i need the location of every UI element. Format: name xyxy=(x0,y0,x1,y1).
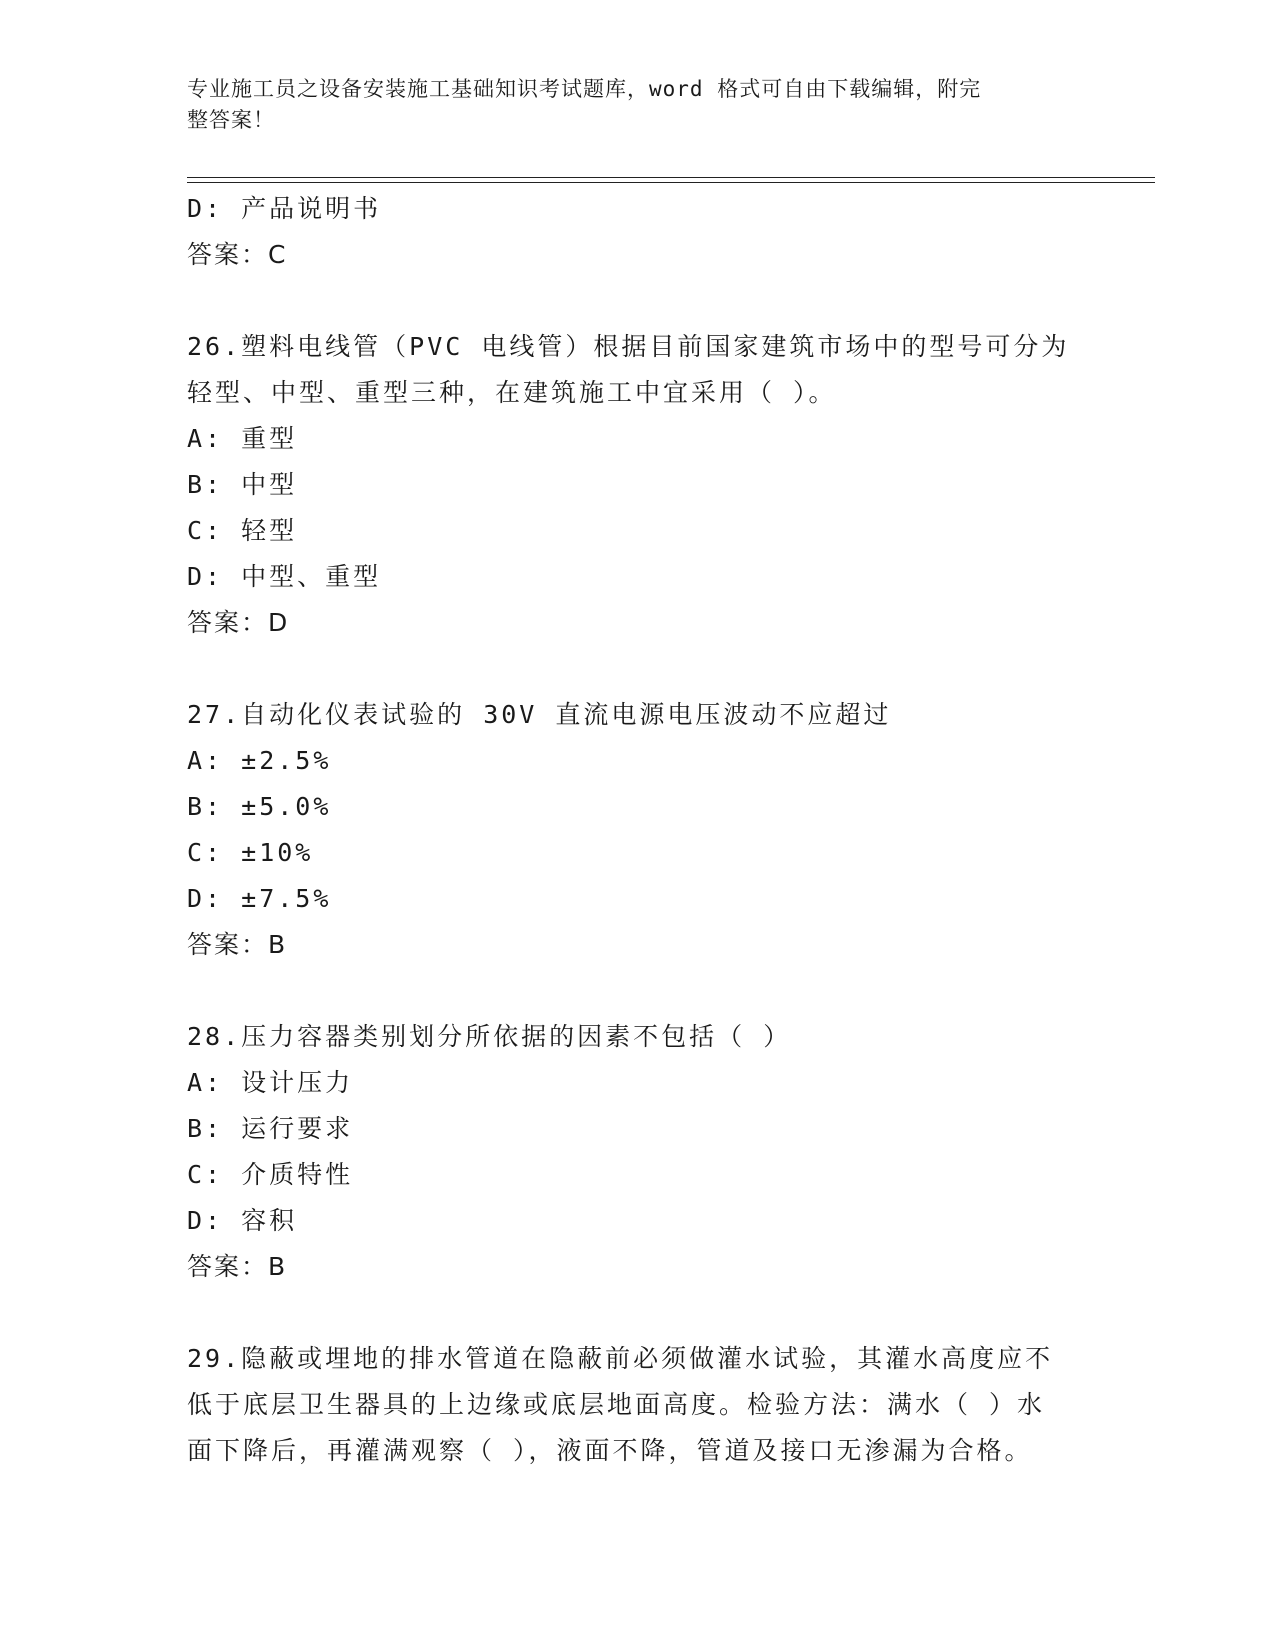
question-text-line: 轻型、中型、重型三种，在建筑施工中宜采用（ ）。 xyxy=(187,378,837,407)
option-b: B: ±5.0% xyxy=(187,792,332,821)
answer: 答案：B xyxy=(187,1252,288,1281)
question-text-line: 29.隐蔽或埋地的排水管道在隐蔽前必须做灌水试验，其灌水高度应不 xyxy=(187,1344,1054,1373)
option-d: D: 中型、重型 xyxy=(187,562,382,591)
answer: 答案：B xyxy=(187,930,288,959)
previous-answer: 答案：C xyxy=(187,240,288,269)
question-27 xyxy=(187,692,1087,968)
header-line-2: 整答案！ xyxy=(187,108,275,132)
option-c: C: ±10% xyxy=(187,838,314,867)
option-b: B: 运行要求 xyxy=(187,1114,354,1143)
question-text-line: 低于底层卫生器具的上边缘或底层地面高度。检验方法：满水（ ）水 xyxy=(187,1390,1046,1419)
question-29 xyxy=(187,1336,1087,1474)
document-header xyxy=(187,74,1067,136)
option-c: C: 介质特性 xyxy=(187,1160,354,1189)
header-line-1: 专业施工员之设备安装施工基础知识考试题库，word 格式可自由下载编辑，附完 xyxy=(187,77,982,101)
spacer xyxy=(187,646,1087,692)
option-d: D: 容积 xyxy=(187,1206,298,1235)
option-d: D: ±7.5% xyxy=(187,884,332,913)
option-a: A: ±2.5% xyxy=(187,746,332,775)
question-text-line: 27.自动化仪表试验的 30V 直流电源电压波动不应超过 xyxy=(187,700,892,729)
answer: 答案：D xyxy=(187,608,290,637)
header-divider-bottom xyxy=(187,182,1155,183)
question-28 xyxy=(187,1014,1087,1290)
question-text-line: 面下降后，再灌满观察（ ），液面不降，管道及接口无渗漏为合格。 xyxy=(187,1436,1033,1465)
previous-option-d: D: 产品说明书 xyxy=(187,194,382,223)
option-b: B: 中型 xyxy=(187,470,298,499)
spacer xyxy=(187,968,1087,1014)
option-a: A: 重型 xyxy=(187,424,298,453)
question-text-line: 28.压力容器类别划分所依据的因素不包括（ ） xyxy=(187,1022,792,1051)
question-content xyxy=(187,186,1087,1474)
header-divider-top xyxy=(187,177,1155,178)
option-c: C: 轻型 xyxy=(187,516,298,545)
option-a: A: 设计压力 xyxy=(187,1068,354,1097)
spacer xyxy=(187,1290,1087,1336)
question-text-line: 26.塑料电线管（PVC 电线管）根据目前国家建筑市场中的型号可分为 xyxy=(187,332,1070,361)
spacer xyxy=(187,278,1087,324)
question-26 xyxy=(187,324,1087,646)
